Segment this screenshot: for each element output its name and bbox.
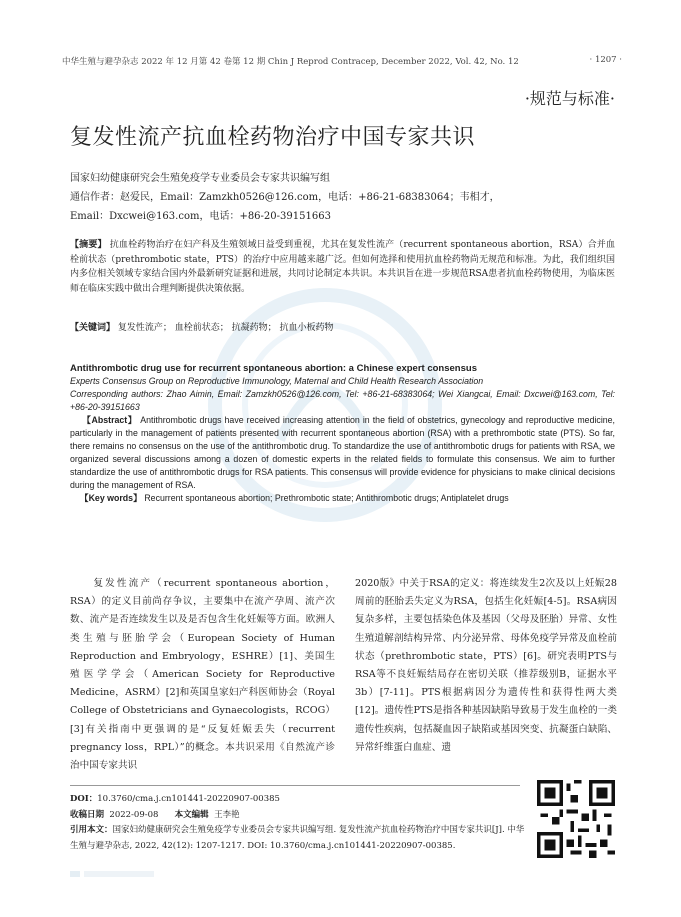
- english-title: Antithrombotic drug use for recurrent spontaneous abortion: a Chinese expert consensus: [70, 363, 477, 374]
- english-corresponding: Corresponding authors: Zhao Aimin, Email: Zamzkh0526@126.com, Tel: +86-21-68383064; Wei Xiangcai, Email: Dxcwei@163.com, Tel: +86-20-39151663: [70, 389, 615, 412]
- citation-text: 国家妇幼健康研究会生殖免疫学专业委员会专家共识编写组. 复发性流产抗血栓药物治疗中国专家共识[J]. 中华生殖与避孕杂志, 2022, 42(12): 1207-1217. DOI: 10.3760/cma.j.cn101441-20220907-00385.: [70, 825, 525, 851]
- abstract-label: 【摘要】: [70, 240, 107, 250]
- abstract-text: 抗血栓药物治疗在妇产科及生殖领域日益受到重视，尤其在复发性流产（recurrent spontaneous abortion，RSA）合并血栓前状态（prethrombotic state，PTS）的治疗中应用越来越广泛。但如何选择和使用抗血栓药物尚无规范和标准。为此，我们组织国内多位相关领域专家结合国内外最新研究证据和进展，共同讨论制定本共识。本共识旨在进一步规范RSA患者抗血栓药物使用，为临床医师在临床实践中做出合理判断提供决策依据。: [70, 240, 615, 294]
- citation-label: 引用本文：: [70, 825, 113, 835]
- abstract-chinese: [70, 238, 615, 296]
- keywords-chinese: [70, 320, 615, 333]
- citation-line: [70, 823, 530, 854]
- body-paragraph-left: 复发性流产（recurrent spontaneous abortion，RSA）的定义目前尚存争议，主要集中在流产孕周、流产次数、流产是否连续发生以及是否包含生化妊娠等方面。欧洲人类生殖与胚胎学会（European Society of Human Reproduction and Embryology，ESHRE）[1]、美国生殖医学学会（American Society for Reproductive Medicine，ASRM）[2]和英国皇家妇产科医师协会（Royal College of Obstetricians and Gynaecologists，RCOG）[3]有关指南中更强调的是“反复妊娠丢失（recurrent pregnancy loss，RPL）”的概念。本共识采用《自然流产诊治中国专家共识: [70, 578, 335, 772]
- keywords-text: 复发性流产； 血栓前状态； 抗凝药物； 抗血小板药物: [115, 323, 334, 333]
- english-abstract-label: 【Abstract】: [82, 415, 138, 425]
- journal-logo-footer: [70, 868, 160, 880]
- english-abstract-text: Antithrombotic drugs have received increasing attention in the field of obstetrics, gynecology and reproductive medicine, particularly in the management of patients presented with recurrent spontaneous abortion (RSA) with a prethrombotic state (PTS). So far, there remains no consensus on the use of the antithrombotic drug. To standardize the use of antithrombotic drugs for patients with RSA, we organized several discussions among a dozen of domestic experts in the related fields to formulate this consensus. We aim to further standardize the use of antithrombotic drugs for RSA patients. This consensus will provide evidence for physicians to make clinical decisions during the management of RSA.: [70, 415, 615, 490]
- author-block: [70, 169, 615, 226]
- correspondence-line-2: Email：Dxcwei@163.com，电话：+86-20-39151663: [70, 211, 331, 222]
- editor-name: 王李艳: [214, 809, 240, 820]
- doi-label: DOI：: [70, 794, 98, 804]
- journal-info: 中华生殖与避孕杂志 2022 年 12 月第 42 卷第 12 期 Chin J Reprod Contracep, December 2022, Vol. 42, No. 12: [62, 57, 519, 67]
- received-date: 2022-09-08: [109, 809, 159, 820]
- received-line: [70, 808, 530, 824]
- article-metadata: [70, 792, 530, 854]
- correspondence-line-1: 通信作者：赵爱民，Email：Zamzkh0526@126.com，电话：+86-21-68383064；韦相才，: [70, 192, 500, 203]
- body-paragraph-right: 2020版》中关于RSA的定义：将连续发生2次及以上妊娠28周前的胚胎丢失定义为RSA，包括生化妊娠[4-5]。RSA病因复杂多样，主要包括染色体及基因（父母及胚胎）异常、女性生殖道解剖结构异常、内分泌异常、母体免疫学异常及血栓前状态（prethrombotic state，PTS）[6]。研究表明PTS与RSA等不良妊娠结局存在密切关联（推荐级别B，证据水平3b）[7-11]。PTS根据病因分为遗传性和获得性两大类[12]。遗传性PTS是指各种基因缺陷导致易于发生血栓的一类遗传性疾病，包括凝血因子缺陷或基因突变、抗凝蛋白缺陷、异常纤维蛋白血症、遗: [355, 578, 617, 753]
- running-header: [62, 55, 622, 67]
- doi-value: 10.3760/cma.j.cn101441-20220907-00385: [97, 794, 280, 804]
- received-label: 收稿日期: [70, 809, 105, 820]
- qr-code[interactable]: [537, 780, 615, 858]
- article-title: 复发性流产抗血栓药物治疗中国专家共识: [70, 125, 476, 150]
- english-keywords-label: 【Key words】: [79, 493, 142, 503]
- english-keywords-text: Recurrent spontaneous abortion; Prethrombotic state; Antithrombotic drugs; Antiplatelet drugs: [141, 493, 509, 503]
- abstract-english: [70, 362, 615, 505]
- footnote-divider: [70, 785, 520, 786]
- english-keywords: [70, 492, 615, 505]
- doi-line: [70, 792, 530, 808]
- body-column-left: [70, 575, 335, 775]
- english-abstract: [70, 414, 615, 492]
- author-group: 国家妇幼健康研究会生殖免疫学专业委员会专家共识编写组: [70, 173, 330, 184]
- column-tag: ·规范与标准·: [524, 89, 615, 108]
- page-number: · 1207 ·: [589, 55, 622, 65]
- editor-label: 本文编辑: [174, 809, 209, 820]
- english-group: Experts Consensus Group on Reproductive Immunology, Maternal and Child Health Research Association: [70, 376, 484, 386]
- keywords-label: 【关键词】: [70, 323, 116, 333]
- body-column-right: [355, 575, 617, 757]
